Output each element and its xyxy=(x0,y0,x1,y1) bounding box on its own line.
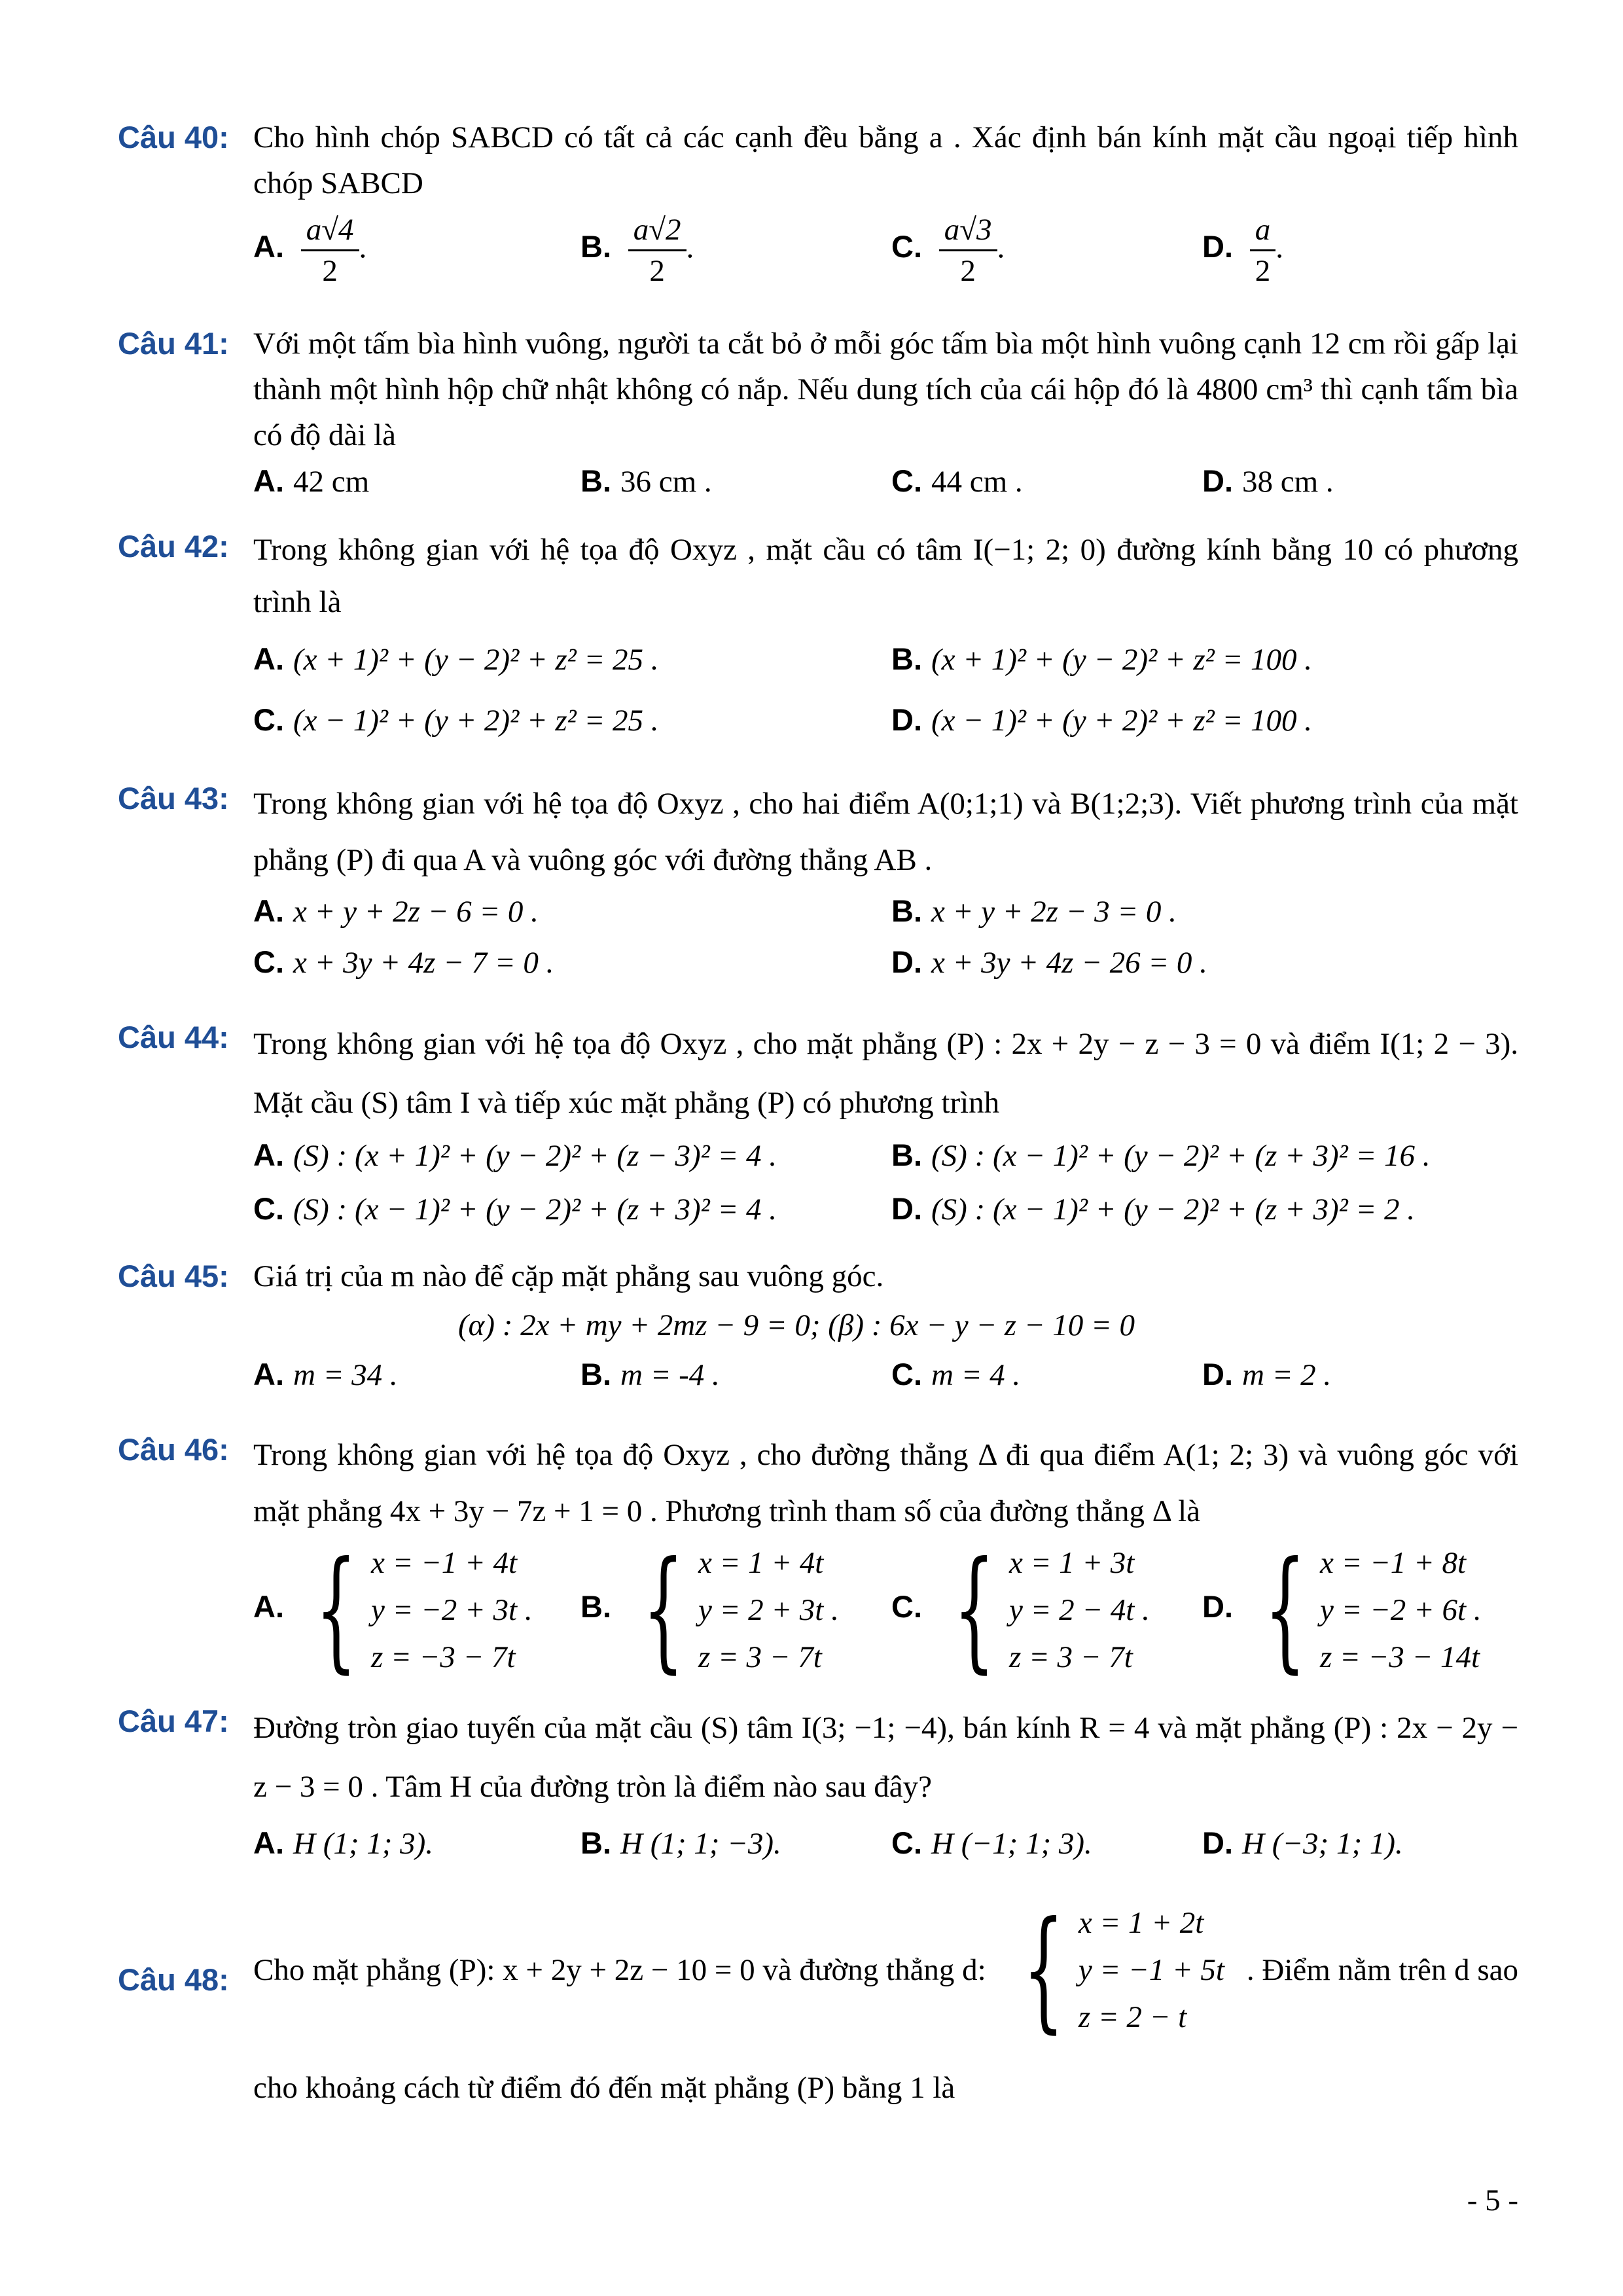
question-label: Câu 48: xyxy=(118,1962,229,1997)
option-label: C. xyxy=(253,944,284,979)
option-d[interactable] xyxy=(1202,458,1334,505)
question-41 xyxy=(118,321,1518,504)
options-row-2 xyxy=(253,1186,1518,1240)
option-label: D. xyxy=(1202,1825,1233,1860)
fraction xyxy=(939,210,997,291)
sys-line: y = −2 + 6t . xyxy=(1320,1593,1482,1627)
option-b[interactable] xyxy=(580,1352,720,1398)
denominator: 2 xyxy=(649,254,665,288)
equation-system xyxy=(1008,1893,1224,2046)
option-text: x + y + 2z − 6 = 0 . xyxy=(293,895,539,929)
sys-line: x = 1 + 2t xyxy=(1078,1906,1204,1940)
option-b[interactable] xyxy=(891,1132,1430,1179)
options-row-1 xyxy=(253,888,1518,939)
option-text: (x + 1)² + (y − 2)² + z² = 100 . xyxy=(931,643,1312,677)
option-text: m = 4 . xyxy=(931,1358,1021,1392)
question-text-last: cho khoảng cách từ điểm đó đến mặt phẳng (P) bằng 1 là xyxy=(253,2071,955,2105)
question-label: Câu 42: xyxy=(118,529,229,564)
option-text: (S) : (x − 1)² + (y − 2)² + (z + 3)² = 16 . xyxy=(931,1139,1431,1173)
option-label: A. xyxy=(253,1357,284,1391)
sys-line: y = 2 + 3t . xyxy=(698,1593,839,1627)
equation-system xyxy=(628,1534,839,1686)
option-text: m = 34 . xyxy=(293,1358,398,1392)
option-label: A. xyxy=(253,229,284,264)
options-row-2 xyxy=(253,694,1518,759)
page-number: - 5 - xyxy=(1467,2183,1518,2217)
brace: { xyxy=(642,1534,685,1686)
question-text: Trong không gian với hệ tọa độ Oxyz , cho mặt phẳng (P) : 2x + 2y − z − 3 = 0 và điểm I(1; 2 − 3). Mặt cầu (S) tâm I và tiếp xúc mặt phẳng (P) có phương trình xyxy=(253,1027,1518,1120)
option-label: B. xyxy=(580,1588,611,1624)
option-c[interactable] xyxy=(891,1820,1092,1867)
option-label: C. xyxy=(891,1825,922,1860)
option-c[interactable] xyxy=(253,1186,777,1232)
option-label: B. xyxy=(891,1138,922,1172)
option-c[interactable] xyxy=(253,697,658,744)
question-label: Câu 45: xyxy=(118,1259,229,1293)
option-text: H (1; 1; −3). xyxy=(620,1827,781,1861)
equation: (α) : 2x + my + 2mz − 9 = 0; (β) : 6x − y − z − 10 = 0 xyxy=(458,1308,1135,1342)
option-d[interactable] xyxy=(891,697,1312,744)
option-text: (x − 1)² + (y + 2)² + z² = 100 . xyxy=(931,704,1312,738)
option-text: (S) : (x − 1)² + (y − 2)² + (z + 3)² = 4 . xyxy=(293,1193,777,1227)
brace: { xyxy=(953,1534,995,1686)
option-text: H (−3; 1; 1). xyxy=(1242,1827,1403,1861)
fraction xyxy=(1250,210,1276,291)
option-b[interactable] xyxy=(891,636,1312,683)
question-text: Trong không gian với hệ tọa độ Oxyz , mặt cầu có tâm I(−1; 2; 0) đường kính bằng 10 có phương trình là xyxy=(253,533,1518,619)
question-label: Câu 41: xyxy=(118,326,229,361)
question-label: Câu 44: xyxy=(118,1020,229,1054)
option-label: D. xyxy=(1202,1588,1233,1624)
options xyxy=(253,210,1518,302)
option-text: H (1; 1; 3). xyxy=(293,1827,434,1861)
option-label: D. xyxy=(1202,1357,1233,1391)
option-text: (x + 1)² + (y − 2)² + z² = 25 . xyxy=(293,643,659,677)
option-c[interactable] xyxy=(891,1534,1150,1686)
option-label: A. xyxy=(253,463,284,498)
question-42 xyxy=(118,524,1518,759)
options xyxy=(253,1534,1518,1690)
question-text: Cho hình chóp SABCD có tất cả các cạnh đều bằng a . Xác định bán kính mặt cầu ngoại tiếp hình chóp SABCD xyxy=(253,120,1518,200)
option-text: 42 cm xyxy=(293,465,370,499)
question-label: Câu 47: xyxy=(118,1704,229,1738)
option-a[interactable] xyxy=(253,1820,433,1867)
option-a[interactable]: A. $\frac{a√4}{2}$ . xyxy=(253,210,366,291)
option-label: C. xyxy=(891,1357,922,1391)
question-text: Với một tấm bìa hình vuông, người ta cắt bỏ ở mỗi góc tấm bìa một hình vuông cạnh 12 cm rồi gấp lại thành một hình hộp chữ nhật không có nắp. Nếu dung tích của cái hộp đó là 4800 cm³ thì cạnh tấm bìa có độ dài là xyxy=(253,327,1518,452)
option-c[interactable] xyxy=(891,1352,1020,1398)
option-b[interactable] xyxy=(580,1534,839,1686)
question-text: Đường tròn giao tuyến của mặt cầu (S) tâm I(3; −1; −4), bán kính R = 4 và mặt phẳng (P) : 2x − 2y − z − 3 = 0 . Tâm H của đường tròn là điểm nào sau đây? xyxy=(253,1711,1518,1804)
question-43 xyxy=(118,776,1518,990)
options-row-1 xyxy=(253,1132,1518,1186)
option-c[interactable] xyxy=(253,939,554,986)
question-text: Giá trị của m nào để cặp mặt phẳng sau vuông góc. xyxy=(253,1259,884,1293)
option-d[interactable]: D. $\frac{a}{2}$ . xyxy=(1202,210,1283,291)
option-text: x + y + 2z − 3 = 0 . xyxy=(931,895,1177,929)
question-47 xyxy=(118,1698,1518,1875)
option-label: C. xyxy=(253,702,284,737)
option-label: C. xyxy=(891,229,922,264)
option-c[interactable] xyxy=(891,458,1023,505)
option-text: 44 cm . xyxy=(931,465,1023,499)
sys-line: z = 2 − t xyxy=(1078,2000,1187,2034)
denominator: 2 xyxy=(1255,254,1271,288)
question-46 xyxy=(118,1427,1518,1690)
sys-line: x = 1 + 4t xyxy=(698,1546,824,1580)
option-label: C. xyxy=(891,1588,922,1624)
option-text: m = 2 . xyxy=(1242,1358,1332,1392)
equation-system xyxy=(939,1534,1150,1686)
option-label: B. xyxy=(580,1357,611,1391)
option-text: (S) : (x − 1)² + (y − 2)² + (z + 3)² = 2 . xyxy=(931,1193,1415,1227)
option-text: (x − 1)² + (y + 2)² + z² = 25 . xyxy=(293,704,659,738)
equation-system xyxy=(301,1534,533,1686)
equation-system xyxy=(1250,1534,1482,1686)
options xyxy=(253,1816,1518,1875)
question-text-after: . Điểm nằm trên d sao xyxy=(1246,1953,1518,1987)
options xyxy=(253,458,1518,504)
option-label: D. xyxy=(891,1191,922,1226)
option-d[interactable] xyxy=(1202,1534,1482,1686)
question-40 xyxy=(118,115,1518,302)
question-48 xyxy=(118,1892,1518,2114)
question-label: Câu 43: xyxy=(118,781,229,816)
option-b[interactable] xyxy=(580,458,712,505)
option-d[interactable] xyxy=(891,1186,1415,1232)
option-d[interactable] xyxy=(1202,1352,1331,1398)
numerator: a√2 xyxy=(628,210,687,251)
option-b[interactable] xyxy=(891,888,1177,935)
sys-line: z = 3 − 7t xyxy=(1009,1640,1133,1674)
brace: { xyxy=(1264,1534,1306,1686)
question-label: Câu 46: xyxy=(118,1432,229,1467)
sys-line: z = −3 − 7t xyxy=(371,1640,516,1674)
sys-line: x = −1 + 8t xyxy=(1320,1546,1467,1580)
option-label: A. xyxy=(253,893,284,928)
question-label: Câu 40: xyxy=(118,120,229,154)
denominator: 2 xyxy=(322,254,338,288)
sys-line: z = −3 − 14t xyxy=(1320,1640,1480,1674)
fraction xyxy=(301,210,359,291)
denominator: 2 xyxy=(960,254,976,288)
option-text: H (−1; 1; 3). xyxy=(931,1827,1092,1861)
options xyxy=(253,1352,1518,1404)
option-label: C. xyxy=(891,463,922,498)
option-label: D. xyxy=(1202,229,1233,264)
option-label: B. xyxy=(891,893,922,928)
option-label: D. xyxy=(1202,463,1233,498)
question-text: Trong không gian với hệ tọa độ Oxyz , cho đường thẳng Δ đi qua điểm A(1; 2; 3) và vuông góc với mặt phẳng 4x + 3y − 7z + 1 = 0 . Phương trình tham số của đường thẳng Δ là xyxy=(253,1438,1518,1528)
sys-line: y = 2 − 4t . xyxy=(1009,1593,1150,1627)
sys-line: x = 1 + 3t xyxy=(1009,1546,1135,1580)
brace: { xyxy=(1022,1893,1065,2046)
option-label: C. xyxy=(253,1191,284,1226)
option-d[interactable] xyxy=(891,939,1207,986)
question-text-line xyxy=(253,1892,1518,2049)
question-45 xyxy=(118,1253,1518,1404)
option-text: (S) : (x + 1)² + (y − 2)² + (z − 3)² = 4 . xyxy=(293,1139,777,1173)
option-text: m = -4 . xyxy=(620,1358,720,1392)
fraction xyxy=(628,210,687,291)
option-text: x + 3y + 4z − 26 = 0 . xyxy=(931,946,1207,980)
option-text: 36 cm . xyxy=(620,465,712,499)
option-text: x + 3y + 4z − 7 = 0 . xyxy=(293,946,554,980)
option-label: A. xyxy=(253,641,284,676)
option-d[interactable] xyxy=(1202,1820,1403,1867)
question-44 xyxy=(118,1014,1518,1240)
option-text: 38 cm . xyxy=(1242,465,1334,499)
option-c[interactable]: C. $\frac{a√3}{2}$ . xyxy=(891,210,1005,291)
option-a[interactable] xyxy=(253,636,658,683)
option-label: B. xyxy=(580,229,611,264)
sys-line: x = −1 + 4t xyxy=(371,1546,518,1580)
option-a[interactable] xyxy=(253,1352,398,1398)
brace: { xyxy=(315,1534,357,1686)
options-row-1 xyxy=(253,628,1518,694)
option-a[interactable] xyxy=(253,888,539,935)
question-text: Trong không gian với hệ tọa độ Oxyz , cho hai điểm A(0;1;1) và B(1;2;3). Viết phương trình của mặt phẳng (P) đi qua A và vuông góc với đường thẳng AB . xyxy=(253,787,1518,877)
option-label: B. xyxy=(580,463,611,498)
option-label: A. xyxy=(253,1138,284,1172)
option-b[interactable]: B. $\frac{a√2}{2}$ . xyxy=(580,210,694,291)
option-label: B. xyxy=(580,1825,611,1860)
sys-line: y = −1 + 5t xyxy=(1078,1953,1224,1987)
option-a[interactable] xyxy=(253,1132,777,1179)
option-a[interactable] xyxy=(253,1534,533,1686)
sys-line: z = 3 − 7t xyxy=(698,1640,822,1674)
sys-line: y = −2 + 3t . xyxy=(371,1593,533,1627)
numerator: a√4 xyxy=(301,210,359,251)
option-label: B. xyxy=(891,641,922,676)
option-label: D. xyxy=(891,944,922,979)
option-a[interactable] xyxy=(253,458,369,505)
options-row-2 xyxy=(253,939,1518,990)
question-text-before: Cho mặt phẳng (P): x + 2y + 2z − 10 = 0 và đường thẳng d: xyxy=(253,1953,986,1987)
numerator: a xyxy=(1250,210,1276,251)
option-label: D. xyxy=(891,702,922,737)
option-label: A. xyxy=(253,1825,284,1860)
numerator: a√3 xyxy=(939,210,997,251)
option-b[interactable] xyxy=(580,1820,781,1867)
option-label: A. xyxy=(253,1588,284,1624)
